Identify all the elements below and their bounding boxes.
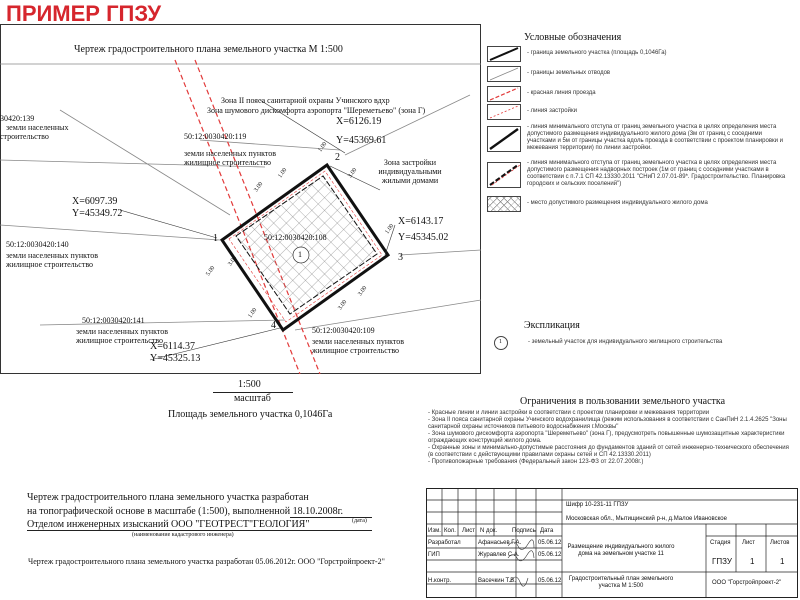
dim-label: 3.00 bbox=[253, 181, 265, 194]
point-4-coords bbox=[150, 341, 200, 364]
stage-header: Стадия bbox=[710, 540, 731, 546]
dim-label: 1.00 bbox=[247, 307, 259, 320]
legend-item bbox=[487, 196, 795, 212]
dim-label: 1.00 bbox=[277, 167, 289, 180]
scale-value: 1:500 bbox=[238, 379, 261, 390]
col-podp: Подпись bbox=[512, 528, 536, 534]
dim-label: 5.00 bbox=[205, 265, 217, 278]
allotment-boundary-icon bbox=[487, 66, 521, 82]
role-normcontrol: Н.контр. bbox=[428, 578, 452, 584]
col-data: Дата bbox=[540, 528, 554, 534]
main-parcel-number: 1 bbox=[298, 250, 302, 259]
dim-label: 1.00 bbox=[384, 223, 396, 236]
point-4-y: Y=45325.13 bbox=[150, 353, 201, 364]
parcel-area: Площадь земельного участка 0,1046Га bbox=[168, 409, 333, 420]
note-line3: Отделом инженерных изысканий ООО "ГЕОТРЕСТ"ГЕОЛОГИЯ" bbox=[27, 519, 310, 530]
restriction-item: - Охранные зоны и минимально-допустимые расстояния до фундаментов зданий от сетей инженерно-технического обеспечения (в соответствии с действующими правилами охраны сетей и СП 42.13330.2011) bbox=[428, 445, 789, 458]
legend-title: Условные обозначения bbox=[524, 32, 622, 43]
dim-label: 3.00 bbox=[227, 255, 239, 268]
sheet-value: 1 bbox=[750, 557, 755, 566]
legend-item-text: - линия минимального отступа от границ земельного участка в целях определения места допустимого размещения надворных построек (1м от границ с соседними участками в соответствии с п.7.1 СП 42.13330.2011 "СНиП 2.07.01-89*. Градостроительство. Планировка городских и сельских поселений") bbox=[527, 160, 786, 187]
zone-right-line2: индивидуальными bbox=[378, 167, 442, 176]
stamp-code: Шифр 10-231-11 ГПЗУ bbox=[566, 502, 629, 508]
legend-item-text: - граница земельного участка (площадь 0,1046Га) bbox=[527, 50, 667, 56]
point-4-x: X=6114.37 bbox=[150, 341, 195, 352]
point-2-number: 2 bbox=[335, 152, 340, 163]
col-izm: Изм. bbox=[428, 528, 441, 534]
explication-title: Экспликация bbox=[524, 320, 580, 331]
sheet-header: Лист bbox=[742, 540, 756, 546]
point-2-y: Y=45369.61 bbox=[336, 135, 387, 146]
parcel-109-id: 50:12:0030420:109 bbox=[312, 326, 375, 335]
red-line-icon bbox=[487, 86, 521, 102]
parcel-109-use: жилищное строительство bbox=[312, 346, 400, 355]
note-line1: Чертеж градостроительного плана земельного участка разработан bbox=[27, 492, 309, 503]
legend-item-text: - линия застройки bbox=[527, 108, 577, 114]
restrictions-list bbox=[428, 410, 792, 466]
stamp-object: Размещение индивидуального жилого дома на земельном участке 11 bbox=[567, 544, 675, 557]
legend-item bbox=[487, 66, 795, 82]
outbuilding-setback-icon bbox=[487, 162, 521, 188]
restrictions-title: Ограничения в пользовании земельного участка bbox=[520, 396, 726, 407]
zone-top-line2: Зона шумового дискомфорта аэропорта "Шереметьево" (зона Г) bbox=[207, 106, 426, 115]
zone-right-line1: Зона застройки bbox=[383, 158, 437, 167]
date-developer: 05.06.12 bbox=[538, 540, 562, 546]
point-3-x: X=6143.17 bbox=[398, 216, 444, 227]
note-underline bbox=[27, 530, 372, 531]
name-gip: Журавлев С.А. bbox=[478, 552, 520, 558]
note-sub-engineer: (наименование кадастрового инженера) bbox=[132, 532, 234, 538]
parcel-119-cat: земли населенных пунктов bbox=[184, 149, 277, 158]
role-developer: Разработал bbox=[428, 540, 461, 546]
restriction-item: - Зона II пояса санитарной охраны Учинского водохранилища (режим использования в соответствии с СанПиН 2.1.4.2625 "Зоны санитарной охраны источников питьевого водоснабжения г.Москвы" bbox=[428, 417, 787, 430]
parcel-boundary-icon bbox=[487, 46, 521, 62]
parcel-139-id: 30420:139 bbox=[0, 114, 35, 123]
signature-marks bbox=[506, 536, 536, 592]
legend-item bbox=[487, 104, 795, 120]
parcel-109-cat: земли населенных пунктов bbox=[312, 337, 405, 346]
stamp-location: Московская обл., Мытищинский р-н, д.Малое Ивановское bbox=[566, 516, 727, 522]
parcel-140-id: 50:12:0030420:140 bbox=[6, 240, 69, 249]
main-parcel-id: 50:12:0030420:108 bbox=[264, 233, 327, 242]
house-setback-icon bbox=[487, 126, 521, 152]
explication-number: 1 bbox=[499, 339, 502, 345]
drawing-title: Чертеж градостроительного плана земельного участка М 1:500 bbox=[74, 44, 343, 55]
point-3-y: Y=45345.02 bbox=[398, 232, 449, 243]
point-4-number: 4 bbox=[271, 320, 276, 331]
explication-text: - земельный участок для индивидуального жилищного строительства bbox=[528, 339, 723, 345]
col-ndok: N док. bbox=[480, 528, 498, 534]
banner-title: ПРИМЕР ГПЗУ bbox=[6, 1, 161, 26]
date-normcontrol: 05.06.12 bbox=[538, 578, 562, 584]
zone-right-line3: жилыми домами bbox=[381, 176, 439, 185]
note-line2: на топографической основе в масштабе (1:500), выполненной 18.10.2008г. bbox=[27, 506, 344, 517]
parcel-label-139 bbox=[0, 114, 69, 141]
point-1-y: Y=45349.72 bbox=[72, 208, 123, 219]
point-1-number: 1 bbox=[213, 233, 218, 244]
point-3-number: 3 bbox=[398, 252, 403, 263]
legend-item bbox=[487, 160, 795, 188]
legend-item-text: - красная линия проезда bbox=[527, 90, 596, 96]
parcel-label-119 bbox=[184, 132, 276, 167]
legend-item bbox=[487, 124, 795, 152]
restriction-item: - Зона шумового дискомфорта аэропорта "Шереметьево" (зона Г), предусмотреть повышенные шумозащитные характеристики ограждающих конструкций жилого дома. bbox=[428, 431, 785, 444]
parcel-139-cat: земли населенных bbox=[6, 123, 69, 132]
sheets-header: Листов bbox=[770, 540, 790, 546]
parcel-label-109 bbox=[312, 326, 404, 355]
legend-item-text: - границы земельных отводов bbox=[527, 70, 611, 76]
dim-label: 3.00 bbox=[347, 167, 359, 180]
dim-label: 1.00 bbox=[317, 141, 329, 154]
point-1-x: X=6097.39 bbox=[72, 196, 118, 207]
parcel-141-cat: земли населенных пунктов bbox=[76, 327, 169, 336]
parcel-140-cat: земли населенных пунктов bbox=[6, 251, 99, 260]
sheets-value: 1 bbox=[780, 557, 785, 566]
zone-right bbox=[376, 158, 444, 185]
parcel-140-use: жилищное строительство bbox=[6, 260, 94, 269]
legend-item bbox=[487, 86, 795, 102]
col-list: Лист bbox=[462, 528, 476, 534]
role-gip: ГИП bbox=[428, 552, 440, 558]
parcel-141-id: 50:12:0030420:141 bbox=[82, 316, 145, 325]
name-normcontrol: Васечкин Т.В. bbox=[478, 578, 516, 584]
legend-item-text: - линия минимального отступа от границ земельного участка в целях определения места допустимого размещения индивидуального жилого дома (3м от границ с соседними участками и 5м от границы участка вдоль проезда в соответствии с проектом планировки и межевания территории) по линии застройки. bbox=[527, 124, 783, 151]
building-line-icon bbox=[487, 104, 521, 120]
dim-label: 3.00 bbox=[357, 285, 369, 298]
dim-label: 3.00 bbox=[337, 299, 349, 312]
stamp-doc: Градостроительный план земельного участка М 1:500 bbox=[568, 576, 674, 589]
restriction-item: - Противопожарные требования (Федеральный закон 123-ФЗ от 22.07.2008г.) bbox=[428, 459, 644, 465]
name-developer: Афанасьев Г.А. bbox=[478, 540, 522, 546]
col-kol: Кол. bbox=[444, 528, 456, 534]
restriction-item: - Красные линии и линии застройки в соответствии с проектом планировки и межевания территории bbox=[428, 410, 710, 416]
note-footer: Чертеж градостроительного плана земельного участка разработан 05.06.2012г. ООО "Горстройпроект-2" bbox=[28, 557, 385, 566]
point-3-coords bbox=[398, 216, 448, 243]
parcel-label-140 bbox=[6, 240, 98, 269]
point-1-coords bbox=[72, 196, 122, 219]
parcel-141-use: жилищное строительство bbox=[76, 336, 164, 345]
zone-top-line1: Зона II пояса санитарной охраны Учинского вдхр bbox=[221, 96, 390, 105]
date-gip: 05.06.12 bbox=[538, 552, 562, 558]
parcel-119-id: 50:12:0030420:119 bbox=[184, 132, 247, 141]
point-2-coords bbox=[336, 116, 386, 146]
buildable-area-icon bbox=[487, 196, 521, 212]
stamp-org: ООО "Горстройпроект-2" bbox=[712, 580, 782, 586]
stage-value: ГПЗУ bbox=[712, 557, 732, 566]
scale-label: масштаб bbox=[234, 393, 271, 404]
parcel-119-use: жилищное строительство bbox=[184, 158, 272, 167]
legend-item-text: - место допустимого размещения индивидуального жилого дома bbox=[527, 200, 708, 206]
note-sub-date: (дата) bbox=[352, 518, 367, 524]
parcel-139-use: строительство bbox=[0, 132, 49, 141]
legend-item bbox=[487, 46, 795, 62]
point-2-x: X=6126.19 bbox=[336, 116, 382, 127]
